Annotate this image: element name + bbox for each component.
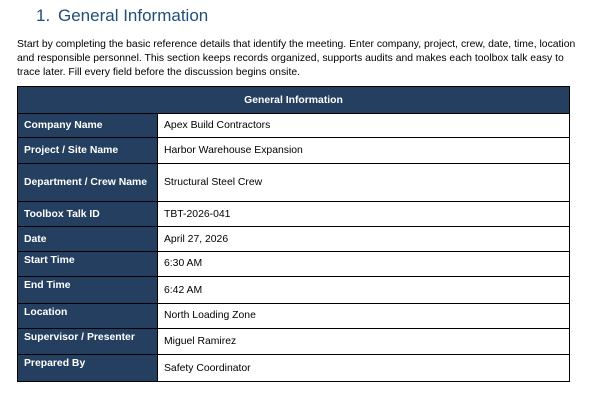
table-row [18,164,570,202]
field-value[interactable]: 6:42 AM [158,277,570,304]
field-value[interactable]: TBT-2026-041 [158,202,570,227]
table-row [18,355,570,382]
table-title: General Information [18,87,570,114]
section-intro: Start by completing the basic reference details that identify the meeting. Enter company, project, crew, date, time, location and responsible personnel. This section keeps records organized, supports audits and makes each toolbox talk easy to trace later. Fill every field before the discussion begins onsite. [17,39,576,78]
field-value[interactable]: Harbor Warehouse Expansion [158,138,570,164]
field-label: Date [18,227,158,252]
field-label: Company Name [18,114,158,138]
table-row [18,252,570,277]
field-value[interactable]: Apex Build Contractors [158,114,570,138]
table-row [18,202,570,227]
field-label: Supervisor / Presenter [18,329,158,355]
field-label: Start Time [18,252,158,277]
field-label: Department / Crew Name [18,164,158,202]
field-label: End Time [18,277,158,304]
field-label: Toolbox Talk ID [18,202,158,227]
table-row [18,114,570,138]
field-value[interactable]: North Loading Zone [158,304,570,329]
field-value[interactable]: 6:30 AM [158,252,570,277]
field-label: Prepared By [18,355,158,382]
section-heading [36,6,208,26]
table-row [18,227,570,252]
field-value[interactable]: April 27, 2026 [158,227,570,252]
field-value[interactable]: Safety Coordinator [158,355,570,382]
field-label: Location [18,304,158,329]
field-value[interactable]: Structural Steel Crew [158,164,570,202]
field-label: Project / Site Name [18,138,158,164]
table-row [18,277,570,304]
section-number: 1. [36,6,51,25]
table-row [18,329,570,355]
table-title-row [18,87,570,114]
general-information-table [17,86,570,382]
section-title: General Information [58,6,209,25]
field-value[interactable]: Miguel Ramirez [158,329,570,355]
table-row [18,138,570,164]
table-row [18,304,570,329]
